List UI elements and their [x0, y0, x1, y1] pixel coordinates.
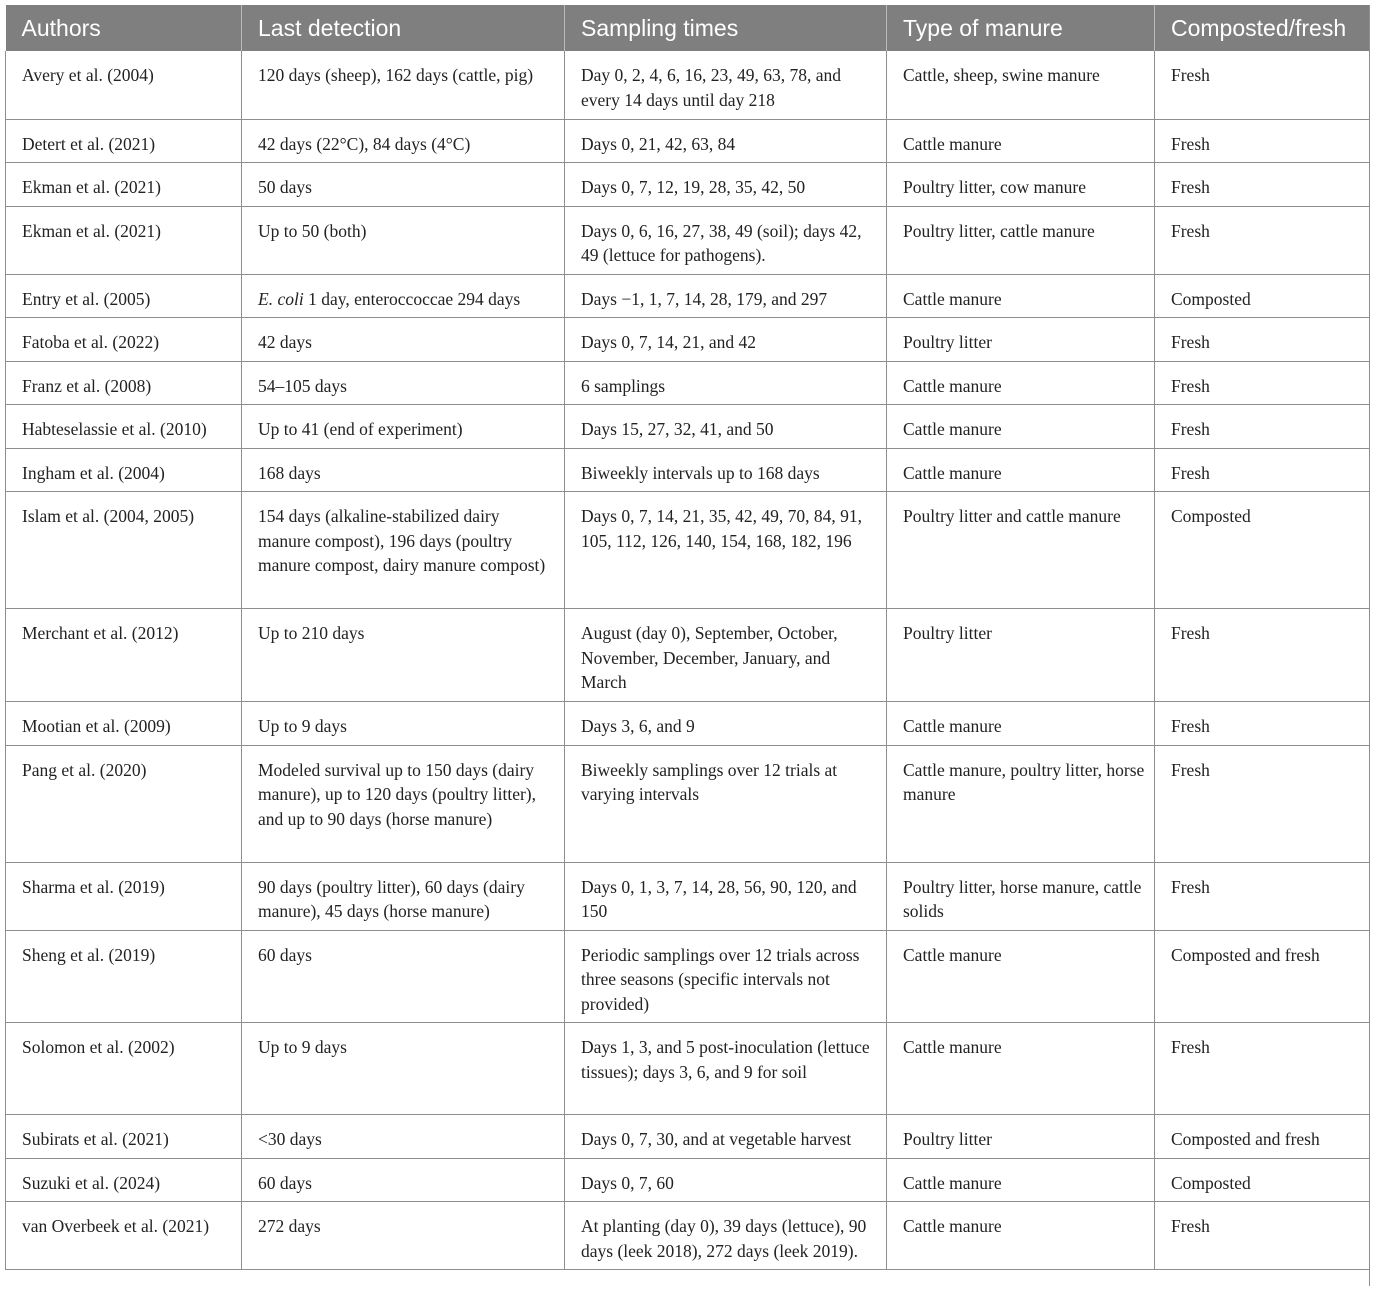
header-authors: Authors [6, 5, 242, 51]
cell-sampling-times: Days 1, 3, and 5 post-inoculation (lettuce tissues); days 3, 6, and 9 for soil [565, 1023, 887, 1115]
cell-sampling-times: Day 0, 2, 4, 6, 16, 23, 49, 63, 78, and every 14 days until day 218 [565, 51, 887, 119]
cell-authors: Ekman et al. (2021) [6, 163, 242, 207]
cell-sampling-times: Days 0, 7, 12, 19, 28, 35, 42, 50 [565, 163, 887, 207]
cell-composted-fresh: Fresh [1155, 745, 1371, 862]
cell-last-detection: 42 days (22°C), 84 days (4°C) [242, 119, 565, 163]
cell-authors: Suzuki et al. (2024) [6, 1158, 242, 1202]
cell-manure-type: Poultry litter and cattle manure [887, 492, 1155, 609]
cell-sampling-times: Biweekly intervals up to 168 days [565, 448, 887, 492]
cell-last-detection: 60 days [242, 930, 565, 1023]
table-row [6, 1023, 1371, 1115]
table-row [6, 51, 1371, 119]
cell-composted-fresh: Fresh [1155, 51, 1371, 119]
cell-manure-type: Cattle manure [887, 361, 1155, 405]
table-row [6, 361, 1371, 405]
last-detection-text: 1 day, enteroccoccae 294 days [303, 288, 521, 309]
cell-sampling-times: August (day 0), September, October, November, December, January, and March [565, 609, 887, 702]
cell-authors: Subirats et al. (2021) [6, 1115, 242, 1159]
cell-last-detection: Modeled survival up to 150 days (dairy manure), up to 120 days (poultry litter), and up to 90 days (horse manure) [242, 745, 565, 862]
table-row [6, 930, 1371, 1023]
table-row [6, 1158, 1371, 1202]
table-row [6, 609, 1371, 702]
cell-last-detection: 42 days [242, 318, 565, 362]
cell-composted-fresh: Fresh [1155, 1023, 1371, 1115]
cell-last-detection: Up to 9 days [242, 702, 565, 746]
cell-manure-type: Cattle manure [887, 1158, 1155, 1202]
table-row [6, 745, 1371, 862]
cell-manure-type: Poultry litter, horse manure, cattle solids [887, 862, 1155, 930]
cell-authors: Habteselassie et al. (2010) [6, 405, 242, 449]
cell-sampling-times: Days 0, 7, 14, 21, and 42 [565, 318, 887, 362]
table-row [6, 274, 1371, 318]
cell-last-detection: 90 days (poultry litter), 60 days (dairy manure), 45 days (horse manure) [242, 862, 565, 930]
header-sampling-times: Sampling times [565, 5, 887, 51]
cell-composted-fresh: Fresh [1155, 361, 1371, 405]
cell-composted-fresh: Fresh [1155, 405, 1371, 449]
cell-last-detection: 60 days [242, 1158, 565, 1202]
cell-manure-type: Poultry litter [887, 318, 1155, 362]
table-right-border [1369, 5, 1370, 1286]
table-row [6, 702, 1371, 746]
results-table-container [5, 5, 1370, 1270]
cell-last-detection: Up to 210 days [242, 609, 565, 702]
cell-last-detection: Up to 50 (both) [242, 206, 565, 274]
cell-manure-type: Cattle manure [887, 1202, 1155, 1270]
cell-last-detection: Up to 9 days [242, 1023, 565, 1115]
cell-manure-type: Cattle manure [887, 1023, 1155, 1115]
cell-manure-type: Cattle manure [887, 405, 1155, 449]
cell-composted-fresh: Fresh [1155, 119, 1371, 163]
cell-sampling-times: Days 0, 7, 60 [565, 1158, 887, 1202]
header-last-detection: Last detection [242, 5, 565, 51]
cell-manure-type: Cattle manure [887, 119, 1155, 163]
cell-authors: Islam et al. (2004, 2005) [6, 492, 242, 609]
cell-sampling-times: Days 0, 7, 14, 21, 35, 42, 49, 70, 84, 91, 105, 112, 126, 140, 154, 168, 182, 196 [565, 492, 887, 609]
cell-authors: Detert et al. (2021) [6, 119, 242, 163]
cell-sampling-times: Days 3, 6, and 9 [565, 702, 887, 746]
cell-authors: Sharma et al. (2019) [6, 862, 242, 930]
cell-last-detection: 50 days [242, 163, 565, 207]
cell-manure-type: Cattle manure [887, 274, 1155, 318]
cell-manure-type: Cattle manure [887, 702, 1155, 746]
species-name-italic: E. coli [258, 288, 304, 309]
cell-composted-fresh: Composted and fresh [1155, 1115, 1371, 1159]
cell-sampling-times: Days −1, 1, 7, 14, 28, 179, and 297 [565, 274, 887, 318]
cell-manure-type: Poultry litter, cow manure [887, 163, 1155, 207]
cell-composted-fresh: Fresh [1155, 163, 1371, 207]
cell-composted-fresh: Fresh [1155, 702, 1371, 746]
table-row [6, 206, 1371, 274]
cell-authors: Fatoba et al. (2022) [6, 318, 242, 362]
cell-last-detection: 154 days (alkaline-stabilized dairy manure compost), 196 days (poultry manure compost, dairy manure compost) [242, 492, 565, 609]
cell-authors: Entry et al. (2005) [6, 274, 242, 318]
cell-last-detection: 120 days (sheep), 162 days (cattle, pig) [242, 51, 565, 119]
table-row [6, 492, 1371, 609]
cell-composted-fresh: Composted [1155, 492, 1371, 609]
header-composted-fresh: Composted/fresh [1155, 5, 1371, 51]
table-row [6, 163, 1371, 207]
table-body [6, 51, 1371, 1270]
cell-authors: Ingham et al. (2004) [6, 448, 242, 492]
cell-composted-fresh: Fresh [1155, 1202, 1371, 1270]
cell-composted-fresh: Composted [1155, 274, 1371, 318]
cell-sampling-times: Days 0, 7, 30, and at vegetable harvest [565, 1115, 887, 1159]
cell-sampling-times: Days 0, 21, 42, 63, 84 [565, 119, 887, 163]
table-row [6, 448, 1371, 492]
cell-authors: Avery et al. (2004) [6, 51, 242, 119]
cell-sampling-times: Days 15, 27, 32, 41, and 50 [565, 405, 887, 449]
header-type-of-manure: Type of manure [887, 5, 1155, 51]
cell-sampling-times: At planting (day 0), 39 days (lettuce), 90 days (leek 2018), 272 days (leek 2019). [565, 1202, 887, 1270]
cell-authors: Franz et al. (2008) [6, 361, 242, 405]
table-row [6, 862, 1371, 930]
cell-composted-fresh: Composted and fresh [1155, 930, 1371, 1023]
cell-manure-type: Cattle manure [887, 930, 1155, 1023]
cell-authors: Solomon et al. (2002) [6, 1023, 242, 1115]
cell-sampling-times: Biweekly samplings over 12 trials at varying intervals [565, 745, 887, 862]
cell-sampling-times: Days 0, 6, 16, 27, 38, 49 (soil); days 42, 49 (lettuce for pathogens). [565, 206, 887, 274]
cell-sampling-times: Days 0, 1, 3, 7, 14, 28, 56, 90, 120, and 150 [565, 862, 887, 930]
header-row [6, 5, 1371, 51]
cell-manure-type: Poultry litter [887, 609, 1155, 702]
cell-authors: Ekman et al. (2021) [6, 206, 242, 274]
cell-manure-type: Cattle manure, poultry litter, horse manure [887, 745, 1155, 862]
cell-composted-fresh: Fresh [1155, 609, 1371, 702]
cell-last-detection: Up to 41 (end of experiment) [242, 405, 565, 449]
cell-sampling-times: 6 samplings [565, 361, 887, 405]
table-row [6, 318, 1371, 362]
cell-composted-fresh: Fresh [1155, 206, 1371, 274]
cell-composted-fresh: Composted [1155, 1158, 1371, 1202]
table-row [6, 119, 1371, 163]
cell-manure-type: Cattle, sheep, swine manure [887, 51, 1155, 119]
results-table [5, 5, 1370, 1270]
table-row [6, 405, 1371, 449]
cell-last-detection: <30 days [242, 1115, 565, 1159]
cell-composted-fresh: Fresh [1155, 448, 1371, 492]
cell-authors: Mootian et al. (2009) [6, 702, 242, 746]
cell-authors: van Overbeek et al. (2021) [6, 1202, 242, 1270]
cell-composted-fresh: Fresh [1155, 862, 1371, 930]
cell-last-detection: 54–105 days [242, 361, 565, 405]
cell-manure-type: Cattle manure [887, 448, 1155, 492]
cell-authors: Sheng et al. (2019) [6, 930, 242, 1023]
cell-authors: Merchant et al. (2012) [6, 609, 242, 702]
table-header [6, 5, 1371, 51]
cell-composted-fresh: Fresh [1155, 318, 1371, 362]
cell-manure-type: Poultry litter, cattle manure [887, 206, 1155, 274]
cell-sampling-times: Periodic samplings over 12 trials across three seasons (specific intervals not provided) [565, 930, 887, 1023]
cell-last-detection [242, 274, 565, 318]
table-row [6, 1115, 1371, 1159]
table-row [6, 1202, 1371, 1270]
cell-manure-type: Poultry litter [887, 1115, 1155, 1159]
cell-last-detection: 168 days [242, 448, 565, 492]
cell-authors: Pang et al. (2020) [6, 745, 242, 862]
cell-last-detection: 272 days [242, 1202, 565, 1270]
